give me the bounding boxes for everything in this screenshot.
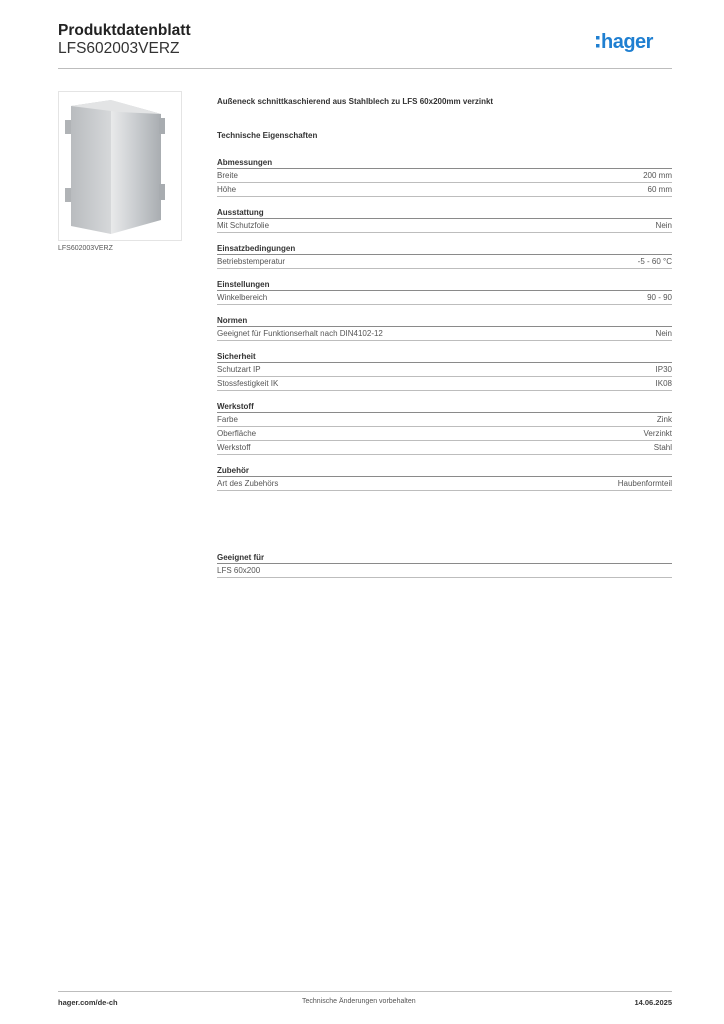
spec-row: [217, 219, 672, 233]
spec-row: [217, 477, 672, 491]
spec-label: Betriebstemperatur: [217, 257, 286, 266]
spec-label: Farbe: [217, 415, 238, 424]
page-title: Produktdatenblatt: [58, 22, 191, 39]
spec-label: Werkstoff: [217, 443, 251, 452]
product-code-heading: LFS602003VERZ: [58, 40, 180, 57]
hager-logo: [594, 27, 674, 57]
image-caption: LFS602003VERZ: [58, 245, 113, 252]
footer-note: Technische Änderungen vorbehalten: [302, 998, 416, 1005]
spec-value: -5 - 60 °C: [637, 257, 672, 266]
spec-value: 200 mm: [643, 171, 672, 180]
spec-row: [217, 427, 672, 441]
section-normen: [217, 315, 672, 341]
section-title: Einstellungen: [217, 279, 672, 291]
spec-row: [217, 291, 672, 305]
spec-value: Verzinkt: [643, 429, 672, 438]
spec-label: Breite: [217, 171, 238, 180]
section-abmessungen: [217, 157, 672, 197]
suitable-for-section: [217, 552, 672, 578]
spec-label: Oberfläche: [217, 429, 257, 438]
spec-label: Mit Schutzfolie: [217, 221, 270, 230]
spec-content: [217, 97, 672, 501]
section-title: Einsatzbedingungen: [217, 243, 672, 255]
header-divider: [58, 68, 672, 69]
section-werkstoff: [217, 401, 672, 455]
suitable-for-item: [217, 564, 672, 578]
spec-row: [217, 327, 672, 341]
spec-value: IK08: [655, 379, 672, 388]
svg-text:hager: hager: [601, 31, 653, 53]
section-ausstattung: [217, 207, 672, 233]
spec-row: [217, 169, 672, 183]
footer-divider: [58, 991, 672, 992]
spec-row: [217, 377, 672, 391]
section-einstellungen: [217, 279, 672, 305]
footer-website[interactable]: hager.com/de-ch: [58, 998, 118, 1007]
spec-label: Winkelbereich: [217, 293, 268, 302]
product-description: Außeneck schnittkaschierend aus Stahlblech zu LFS 60x200mm verzinkt: [217, 97, 494, 106]
section-einsatzbedingungen: [217, 243, 672, 269]
spec-label: Art des Zubehörs: [217, 479, 279, 488]
section-title: Zubehör: [217, 465, 672, 477]
spec-row: [217, 413, 672, 427]
spec-row: [217, 183, 672, 197]
spec-label: Höhe: [217, 185, 237, 194]
spec-value: Stahl: [653, 443, 672, 452]
spec-row: [217, 363, 672, 377]
section-title: Ausstattung: [217, 207, 672, 219]
spec-label: Schutzart IP: [217, 365, 261, 374]
section-title: Werkstoff: [217, 401, 672, 413]
section-title: Normen: [217, 315, 672, 327]
tech-properties-title: Technische Eigenschaften: [217, 131, 318, 140]
suitable-for-item-label: LFS 60x200: [217, 566, 261, 575]
spec-value: IP30: [655, 365, 672, 374]
spec-row: [217, 255, 672, 269]
spec-row: [217, 441, 672, 455]
spec-value: Zink: [656, 415, 672, 424]
section-zubehoer: [217, 465, 672, 491]
spec-value: 60 mm: [647, 185, 672, 194]
section-title: Abmessungen: [217, 157, 672, 169]
suitable-for-title: Geeignet für: [217, 552, 672, 564]
spec-value: Nein: [655, 329, 672, 338]
spec-value: 90 - 90: [647, 293, 672, 302]
spec-value: Haubenformteil: [617, 479, 672, 488]
section-title: Sicherheit: [217, 351, 672, 363]
spec-label: Geeignet für Funktionserhalt nach DIN4102-12: [217, 329, 383, 338]
section-sicherheit: [217, 351, 672, 391]
spec-label: Stossfestigkeit IK: [217, 379, 279, 388]
product-image: [58, 91, 182, 241]
footer-date: 14.06.2025: [634, 998, 672, 1007]
spec-value: Nein: [655, 221, 672, 230]
